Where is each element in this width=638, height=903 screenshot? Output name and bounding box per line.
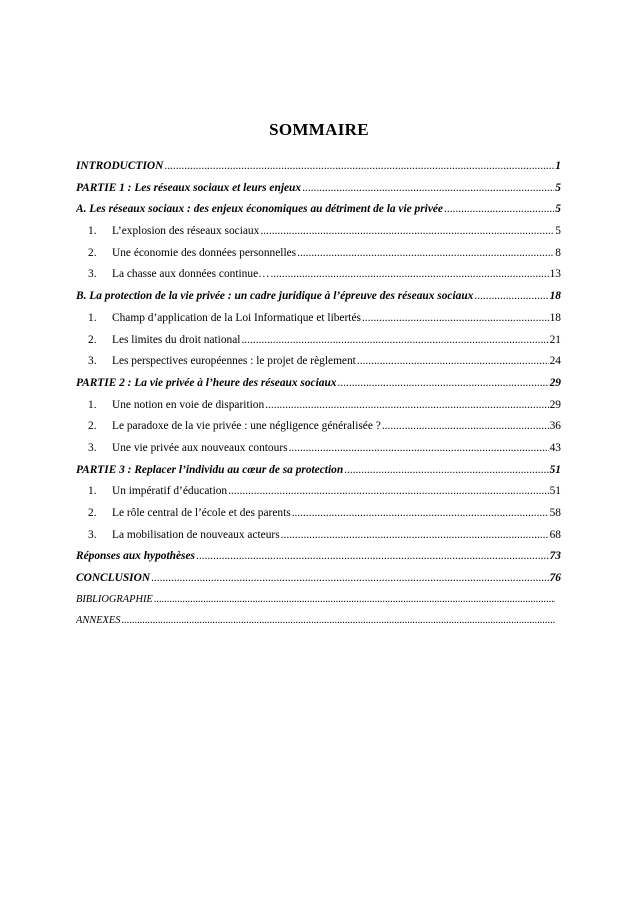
dot-leader (151, 572, 549, 584)
toc-entry-conclusion[interactable] (76, 572, 561, 594)
toc-subentry[interactable] (76, 312, 561, 334)
toc-entry-bibliographie[interactable] (76, 594, 561, 616)
toc-entry-page: 73 (549, 550, 561, 563)
toc-subentry[interactable] (76, 399, 561, 421)
toc-entry-page: 8 (555, 246, 561, 259)
toc-entry-label: PARTIE 3 : Replacer l’individu au cœur de sa protection (76, 463, 344, 476)
toc-entry-page: 5 (555, 181, 561, 194)
toc-entry-partie-2[interactable] (76, 377, 561, 399)
toc-subentry[interactable] (76, 420, 561, 442)
toc-entry-number: 2. (88, 333, 97, 346)
toc-entry-label: Une vie privée aux nouveaux contours (112, 441, 288, 454)
toc-entry-page: 24 (549, 355, 561, 368)
toc-entry-page: 1 (555, 160, 561, 172)
dot-leader (337, 377, 548, 389)
toc-entry-label: B. La protection de la vie privée : un cadre juridique à l’épreuve des réseaux sociaux (76, 290, 474, 303)
toc-entry-page: 21 (549, 333, 561, 346)
toc-entry-label: INTRODUCTION (76, 160, 164, 172)
toc-entry-label: Le rôle central de l’école et des parents (112, 507, 291, 519)
dot-leader (362, 312, 549, 324)
toc-entry-partie-1[interactable] (76, 182, 561, 204)
dot-leader (164, 160, 554, 172)
toc-entry-label: La mobilisation de nouveaux acteurs (112, 528, 280, 541)
toc-entry-page: 51 (549, 485, 561, 498)
toc-entry-page: 18 (549, 290, 561, 303)
toc-entry-page: 5 (555, 203, 561, 216)
dot-leader (474, 290, 548, 302)
dot-leader (121, 615, 555, 626)
toc-entry-label: Champ d’application de la Loi Informatique et libertés (112, 311, 361, 324)
toc-subentry[interactable] (76, 442, 561, 464)
toc-entry-label: La chasse aux données continue… (112, 268, 270, 281)
toc-entry-label: Les limites du droit national (112, 333, 241, 346)
dot-leader (344, 464, 548, 476)
toc-subentry[interactable] (76, 247, 561, 269)
dot-leader (154, 594, 555, 605)
toc-subentry[interactable] (76, 225, 561, 247)
toc-entry-page: 43 (549, 441, 561, 454)
toc-entry-page: 29 (549, 398, 561, 411)
dot-leader (382, 420, 549, 432)
toc-subentry[interactable] (76, 529, 561, 551)
toc-entry-number: 2. (88, 507, 97, 519)
toc-entry-number: 2. (88, 420, 97, 433)
dot-leader (302, 182, 554, 194)
toc-entry-introduction[interactable] (76, 160, 561, 182)
toc-entry-page: 29 (549, 376, 561, 389)
toc-entry-label: A. Les réseaux sociaux : des enjeux économiques au détriment de la vie privée (76, 203, 443, 216)
toc-entry-section-a[interactable] (76, 203, 561, 225)
toc-subentry[interactable] (76, 268, 561, 290)
toc-entry-label: Le paradoxe de la vie privée : une négligence généralisée ? (112, 420, 381, 433)
toc-entry-label: Un impératif d’éducation (112, 485, 228, 498)
toc-entry-number: 3. (88, 528, 97, 541)
toc-entry-number: 3. (88, 355, 97, 368)
toc-entry-label: L’explosion des réseaux sociaux (112, 225, 260, 238)
toc-entry-label: Les perspectives européennes : le projet de règlement (112, 355, 356, 368)
toc-entry-label: ANNEXES (76, 615, 121, 627)
toc-subentry[interactable] (76, 334, 561, 356)
dot-leader (444, 203, 554, 215)
toc-entry-label: Une économie des données personnelles (112, 246, 297, 259)
dot-leader (228, 485, 548, 497)
toc-entry-label: PARTIE 1 : Les réseaux sociaux et leurs enjeux (76, 181, 302, 194)
toc-entry-hypotheses[interactable] (76, 550, 561, 572)
toc-entry-number: 2. (88, 246, 97, 259)
dot-leader (292, 507, 549, 519)
toc-entry-page: 18 (549, 311, 561, 324)
toc-subentry[interactable] (76, 355, 561, 377)
dot-leader (297, 247, 554, 259)
dot-leader (265, 399, 548, 411)
dot-leader (289, 442, 549, 454)
toc-entry-number: 3. (88, 268, 97, 281)
toc-entry-label: Une notion en voie de disparition (112, 398, 265, 411)
dot-leader (281, 529, 549, 541)
dot-leader (196, 550, 549, 562)
toc-entry-label: BIBLIOGRAPHIE (76, 593, 153, 605)
dot-leader (260, 225, 554, 237)
toc-entry-label: Réponses aux hypothèses (76, 550, 195, 563)
toc-entry-page: 68 (549, 528, 561, 541)
page-title: SOMMAIRE (269, 120, 369, 139)
dot-leader (241, 334, 548, 346)
toc-entry-label: PARTIE 2 : La vie privée à l’heure des réseaux sociaux (76, 376, 337, 389)
toc-entry-page: 5 (555, 225, 561, 238)
toc-subentry[interactable] (76, 485, 561, 507)
dot-leader (357, 355, 549, 367)
toc-subentry[interactable] (76, 507, 561, 529)
toc-entry-page: 36 (549, 420, 561, 433)
toc-entry-annexes[interactable] (76, 615, 561, 637)
toc-entry-number: 1. (88, 311, 97, 324)
dot-leader (271, 268, 549, 280)
toc-entry-page: 13 (549, 268, 561, 281)
toc-entry-page: 58 (549, 507, 561, 519)
toc-entry-partie-3[interactable] (76, 464, 561, 486)
toc-entry-label: CONCLUSION (76, 572, 151, 585)
toc-entry-number: 1. (88, 485, 97, 498)
toc-entry-section-b[interactable] (76, 290, 561, 312)
toc-entry-number: 3. (88, 441, 97, 454)
toc-entry-page: 76 (549, 572, 561, 585)
table-of-contents (76, 160, 561, 637)
toc-entry-number: 1. (88, 398, 97, 411)
toc-entry-page: 51 (549, 463, 561, 476)
toc-entry-number: 1. (88, 225, 97, 238)
